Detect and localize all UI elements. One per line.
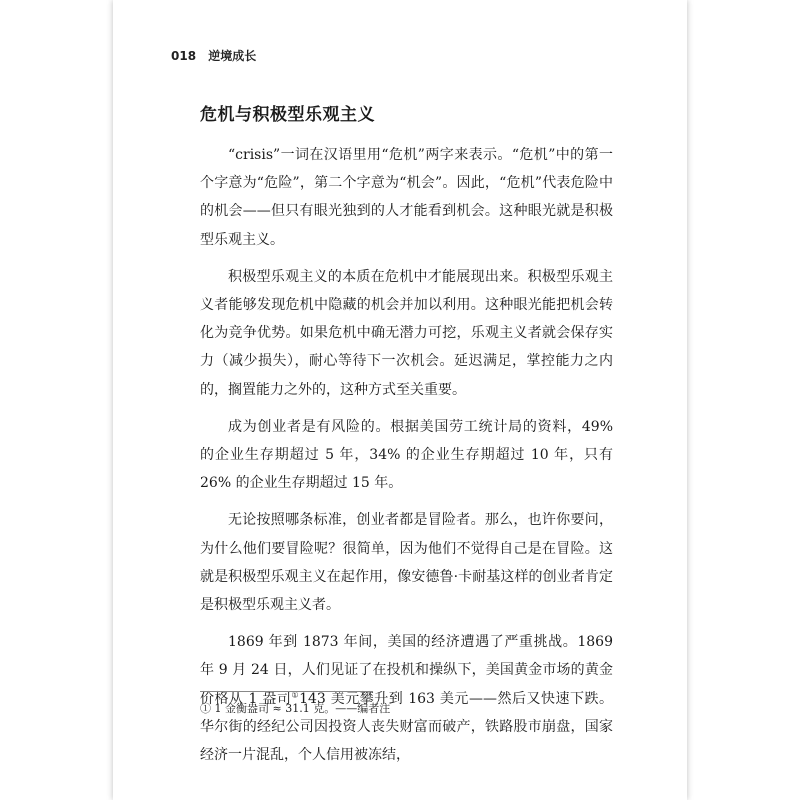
paragraph-text: 143 美元攀升到 163 美元——然后又快速下跌。华尔街的经纪公司因投资人丧失财富而破产，铁路股市崩盘，国家经济一片混乱，个人信用被冻结， <box>200 690 614 764</box>
footnote-divider <box>200 691 373 692</box>
book-title: 逆境成长 <box>208 49 257 63</box>
book-page <box>113 0 687 800</box>
section-title: 危机与积极型乐观主义 <box>200 105 375 125</box>
paragraph: “crisis”一词在汉语里用“危机”两字来表示。“危机”中的第一个字意为“危险”，第二个字意为“机会”。因此，“危机”代表危险中的机会——但只有眼光独到的人才能看到机会。这种眼光就是积极型乐观主义。 <box>200 147 613 248</box>
running-header <box>171 47 256 64</box>
paragraph: 无论按照哪条标准，创业者都是冒险者。那么，也许你要问，为什么他们要冒险呢？很简单，因为他们不觉得自己是在冒险。这就是积极型乐观主义在起作用，像安德鲁·卡耐基这样的创业者肯定是积极型乐观主义者。 <box>200 512 613 614</box>
paragraph: 成为创业者是有风险的。根据美国劳工统计局的资料，49% 的企业生存期超过 5 年，34% 的企业生存期超过 10 年，只有 26% 的企业生存期超过 15 年。 <box>200 418 613 492</box>
footnote-marker[interactable]: ① <box>291 690 300 699</box>
paragraph: 积极型乐观主义的本质在危机中才能展现出来。积极型乐观主义者能够发现危机中隐藏的机会并加以利用。这种眼光能把机会转化为竞争优势。如果危机中确无潜力可挖，乐观主义者就会保存实力（减少损失），耐心等待下一次机会。延迟满足，掌控能力之内的，搁置能力之外的，这种方式至关重要。 <box>200 268 613 398</box>
paragraph-last <box>200 628 613 769</box>
paragraph-text: 1869 年到 1873 年间，美国的经济遭遇了严重挑战。1869 年 9 月 24 日，人们见证了在投机和操纵下，美国黄金市场的黄金价格从 1 盎司 <box>200 634 613 707</box>
page-number: 018 <box>171 49 197 63</box>
body-text <box>200 141 613 778</box>
footnote: ① 1 金衡盎司 ≈ 31.1 克。——编者注 <box>200 702 391 715</box>
